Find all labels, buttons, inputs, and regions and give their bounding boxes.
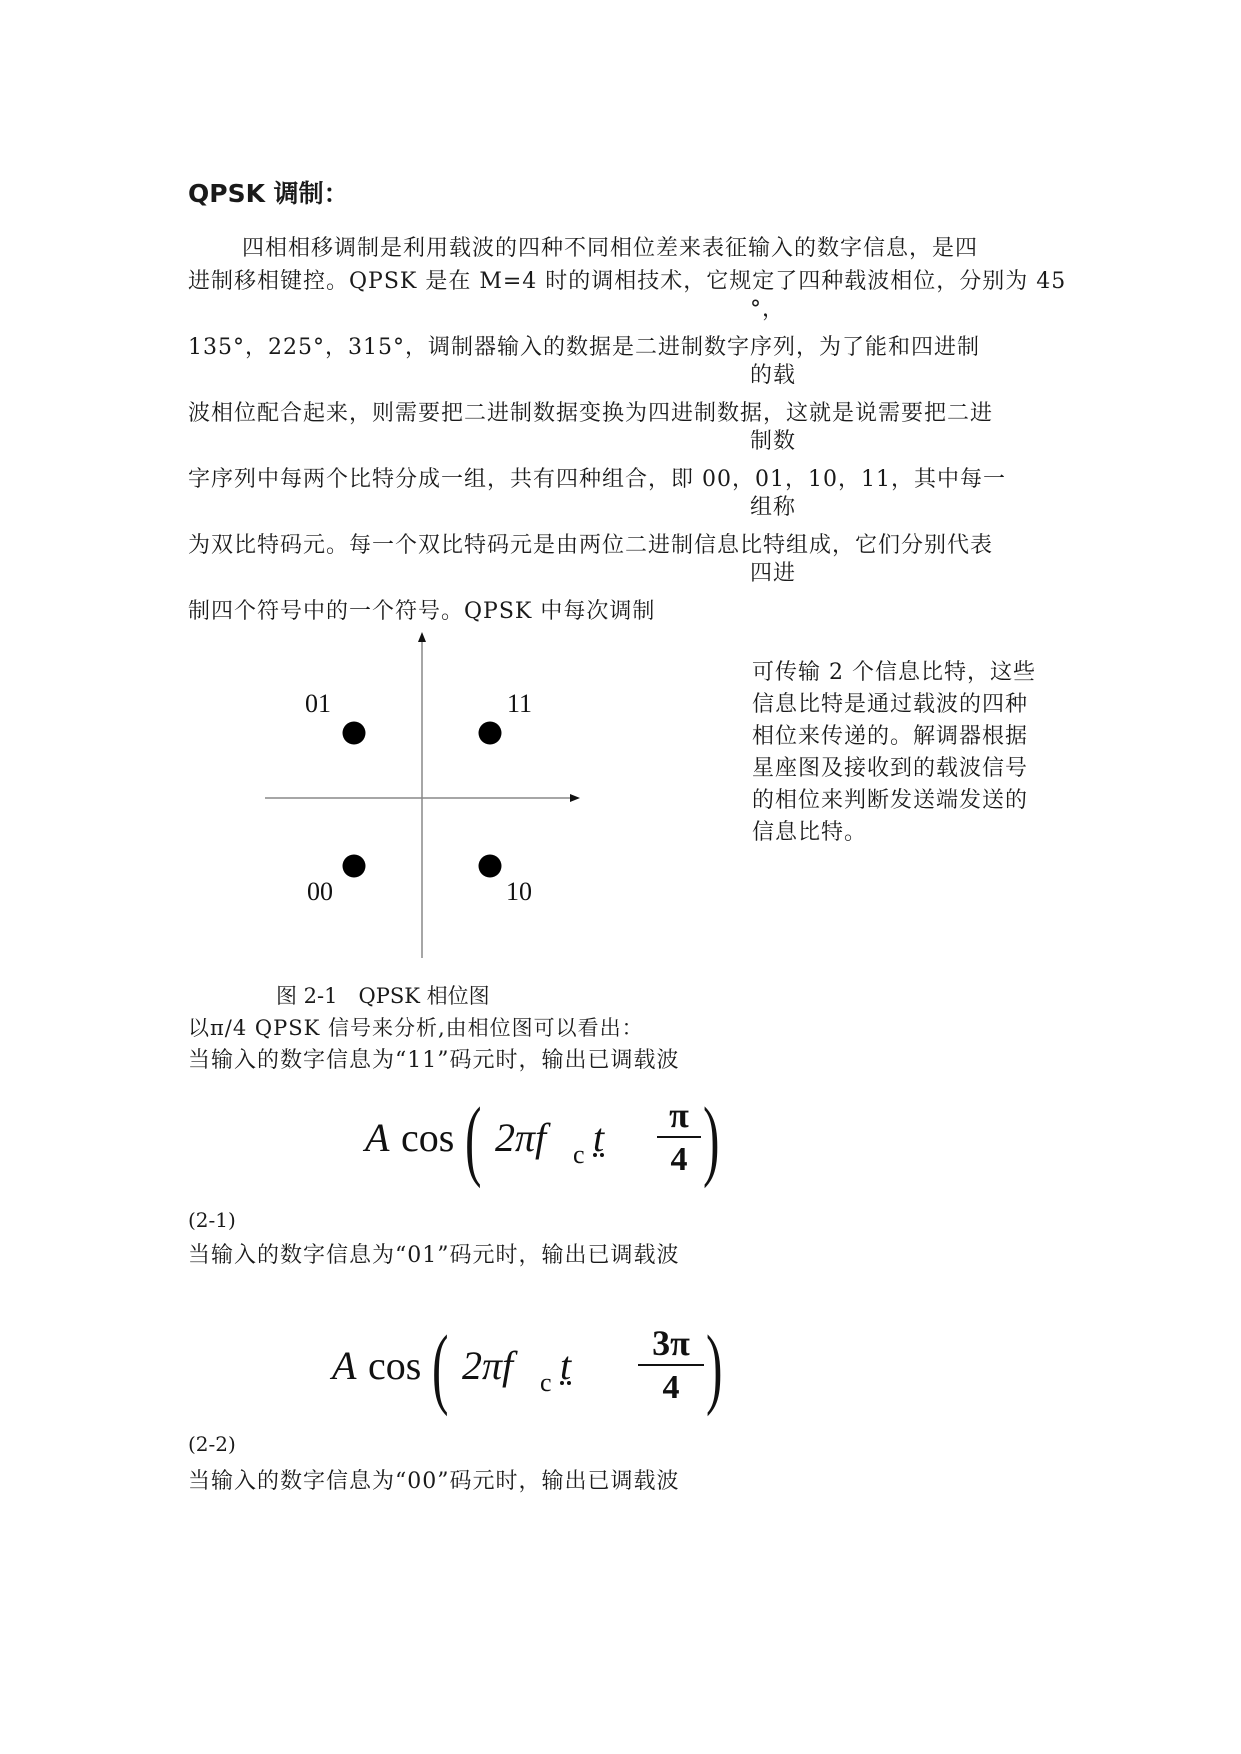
paragraph-line-6: 为双比特码元。每一个双比特码元是由两位二进制信息比特组成，它们分别代表 — [188, 533, 994, 558]
label-01: 01 — [305, 689, 331, 718]
paragraph-line-2: 进制移相键控。QPSK 是在 M=4 时的调相技术，它规定了四种载波相位，分别为 45 — [188, 269, 1067, 294]
paragraph-line-7: 制四个符号中的一个符号。QPSK 中每次调制 — [188, 599, 656, 624]
paragraph-wrap-4: 制数 — [750, 429, 797, 454]
point-01 — [343, 722, 366, 745]
input-01-line: 当输入的数字信息为“01”码元时，输出已调载波 — [188, 1243, 680, 1268]
paragraph-wrap-3: 的载 — [750, 363, 797, 388]
paragraph-line-5: 字序列中每两个比特分成一组，共有四种组合，即 00，01，10，11，其中每一 — [188, 467, 1006, 492]
point-10 — [479, 855, 502, 878]
point-00 — [343, 855, 366, 878]
paragraph-wrap-5: 组称 — [750, 495, 797, 520]
figure-caption: 图 2-1 QPSK 相位图 — [276, 984, 490, 1008]
input-11-line: 当输入的数字信息为“11”码元时，输出已调载波 — [188, 1048, 680, 1073]
point-11 — [479, 722, 502, 745]
horizontal-axis-arrow — [570, 794, 580, 802]
label-10: 10 — [506, 877, 532, 906]
paragraph-wrap-2: °， — [750, 297, 786, 322]
equation-2-2-label: (2-2) — [188, 1432, 236, 1456]
paragraph-line-4: 波相位配合起来，则需要把二进制数据变换为四进制数据，这就是说需要把二进 — [188, 401, 994, 426]
section-heading: QPSK 调制： — [188, 179, 349, 208]
paragraph-line-1: 四相相移调制是利用载波的四种不同相位差来表征输入的数字信息，是四 — [242, 236, 979, 261]
qpsk-constellation-diagram — [250, 630, 600, 970]
equation-2-1: A cos ( 2πf c t π 4 ) — [365, 1090, 720, 1189]
paragraph-wrap-6: 四进 — [750, 561, 797, 586]
vertical-axis-arrow — [418, 632, 426, 642]
side-text-line-2: 信息比特是通过载波的四种 — [752, 692, 1029, 717]
analysis-line: 以π/4 QPSK 信号来分析,由相位图可以看出： — [188, 1016, 644, 1040]
label-00: 00 — [307, 877, 333, 906]
paragraph-line-3: 135°，225°，315°，调制器输入的数据是二进制数字序列，为了能和四进制 — [188, 335, 980, 360]
label-11: 11 — [507, 689, 533, 718]
input-00-line: 当输入的数字信息为“00”码元时，输出已调载波 — [188, 1469, 680, 1494]
side-text-line-1: 可传输 2 个信息比特，这些 — [752, 660, 1036, 685]
side-text-line-6: 信息比特。 — [752, 820, 868, 845]
equation-2-1-label: (2-1) — [188, 1208, 236, 1232]
side-text-line-5: 的相位来判断发送端发送的 — [752, 788, 1029, 813]
side-text-line-4: 星座图及接收到的载波信号 — [752, 756, 1029, 781]
side-text-line-3: 相位来传递的。解调器根据 — [752, 724, 1029, 749]
equation-2-2: A cos ( 2πf c t 3π 4 ) — [332, 1318, 723, 1417]
